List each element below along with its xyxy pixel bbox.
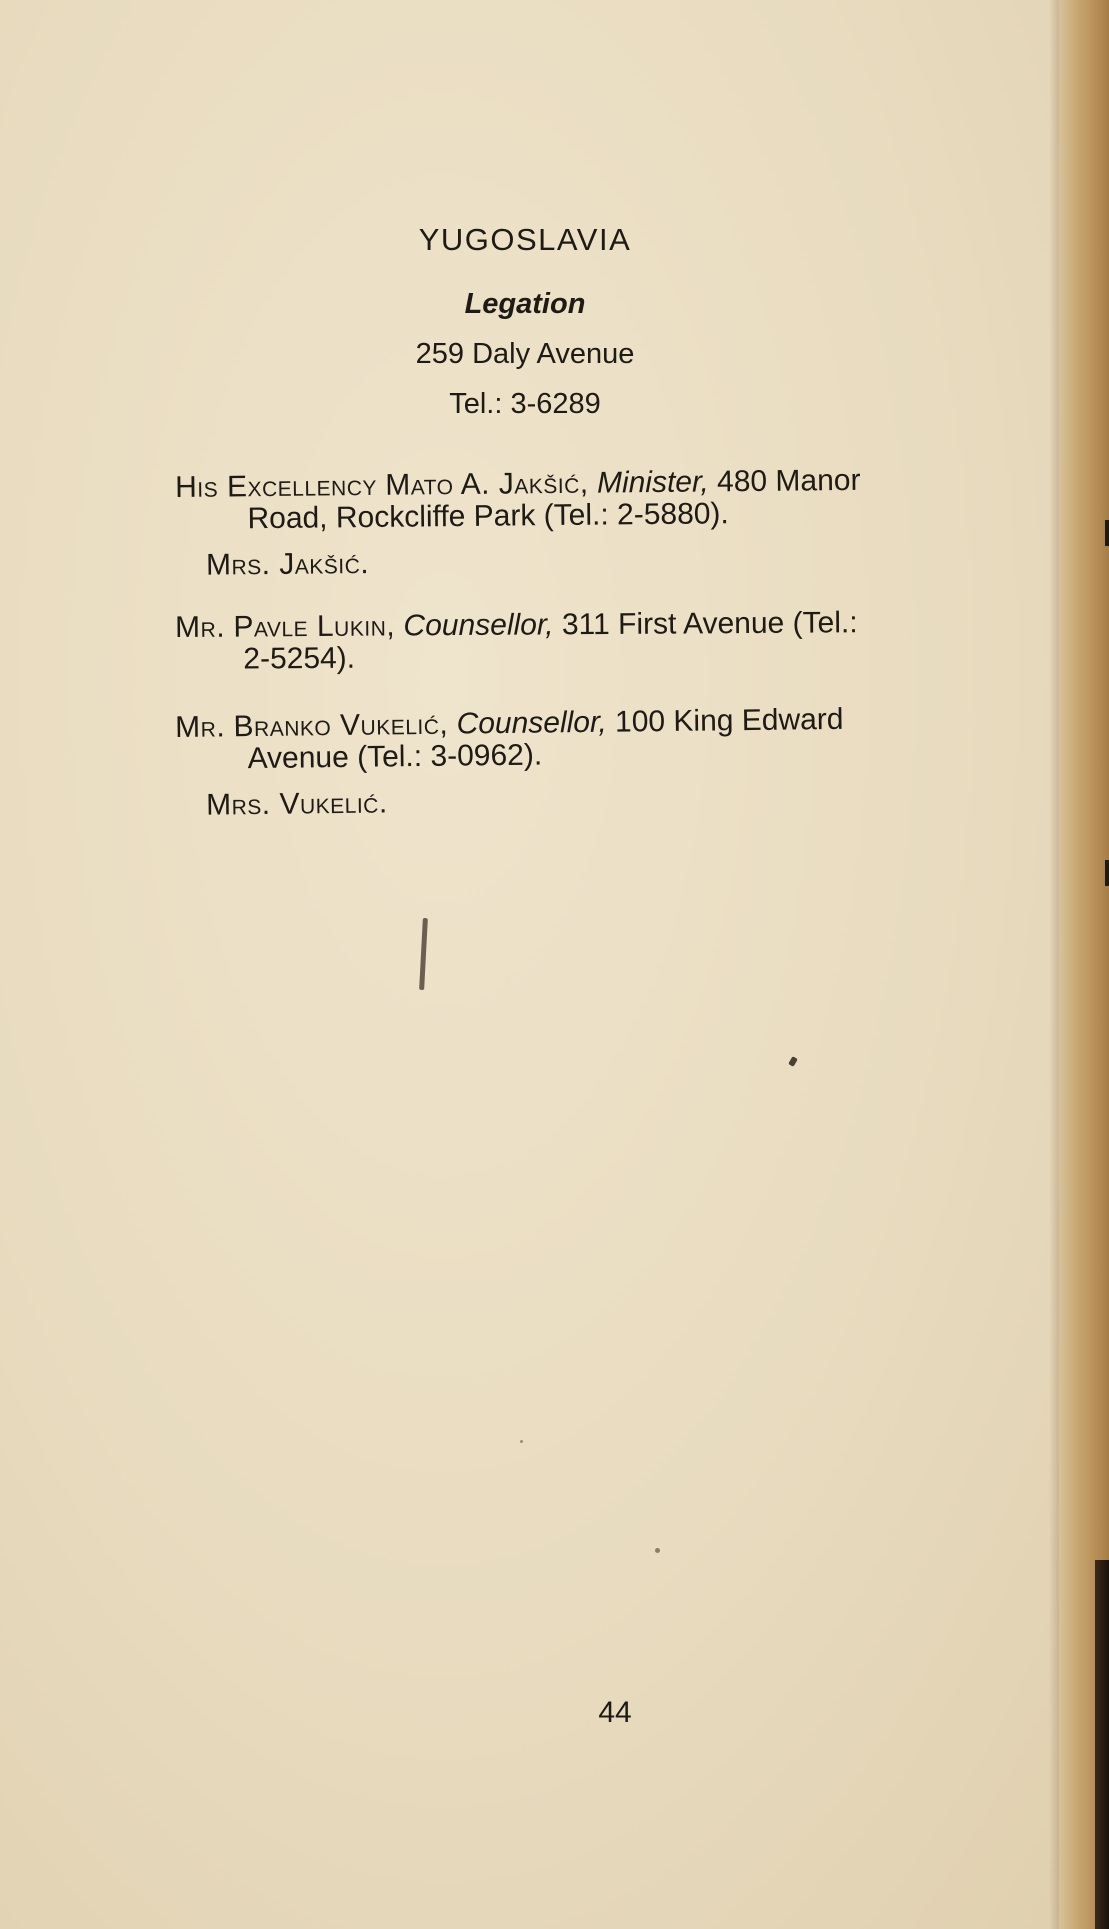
directory-entry-jaksic bbox=[175, 463, 1066, 582]
entry-address-continued: Avenue (Tel.: 3-0962). bbox=[247, 738, 543, 776]
ink-speck bbox=[655, 1548, 660, 1553]
directory-entry-vukelic bbox=[175, 701, 1066, 822]
book-spine bbox=[1095, 1560, 1109, 1929]
entry-spouse: Mrs. Vukelić. bbox=[205, 786, 388, 822]
entry-address: 311 First Avenue (Tel.: bbox=[561, 606, 858, 642]
entry-name: Branko Vukelić, bbox=[233, 707, 449, 744]
entry-position: Counsellor, bbox=[456, 705, 607, 741]
ink-speck bbox=[788, 1056, 798, 1067]
entry-spouse: Mrs. Jakšić. bbox=[205, 546, 370, 582]
ink-smudge bbox=[419, 918, 428, 990]
legation-address: 259 Daly Avenue bbox=[415, 338, 635, 370]
page-gutter-shadow bbox=[1049, 0, 1059, 1929]
entry-title: His Excellency bbox=[174, 468, 378, 504]
ink-speck bbox=[520, 1440, 523, 1443]
legation-telephone: Tel.: 3-6289 bbox=[449, 388, 601, 420]
adjacent-page-glyph bbox=[1105, 860, 1109, 886]
entry-name: Mato A. Jakšić, bbox=[385, 466, 589, 502]
entry-address: 100 King Edward bbox=[614, 702, 844, 739]
entry-position: Counsellor, bbox=[403, 608, 554, 643]
directory-entry-lukin bbox=[175, 606, 1065, 676]
entry-title: Mr. bbox=[174, 610, 226, 644]
page-number: 44 bbox=[598, 1696, 632, 1729]
entry-address-continued: 2-5254). bbox=[243, 641, 356, 676]
entry-name: Pavle Lukin, bbox=[233, 609, 396, 644]
legation-subheading: Legation bbox=[464, 288, 586, 320]
entry-title: Mr. bbox=[174, 710, 226, 744]
entry-address: 480 Manor bbox=[716, 463, 861, 499]
adjacent-page-glyph bbox=[1105, 520, 1109, 546]
entry-address-continued: Road, Rockcliffe Park (Tel.: 2-5880). bbox=[247, 497, 729, 536]
country-heading: YUGOSLAVIA bbox=[418, 222, 632, 257]
entry-position: Minister, bbox=[596, 465, 709, 500]
